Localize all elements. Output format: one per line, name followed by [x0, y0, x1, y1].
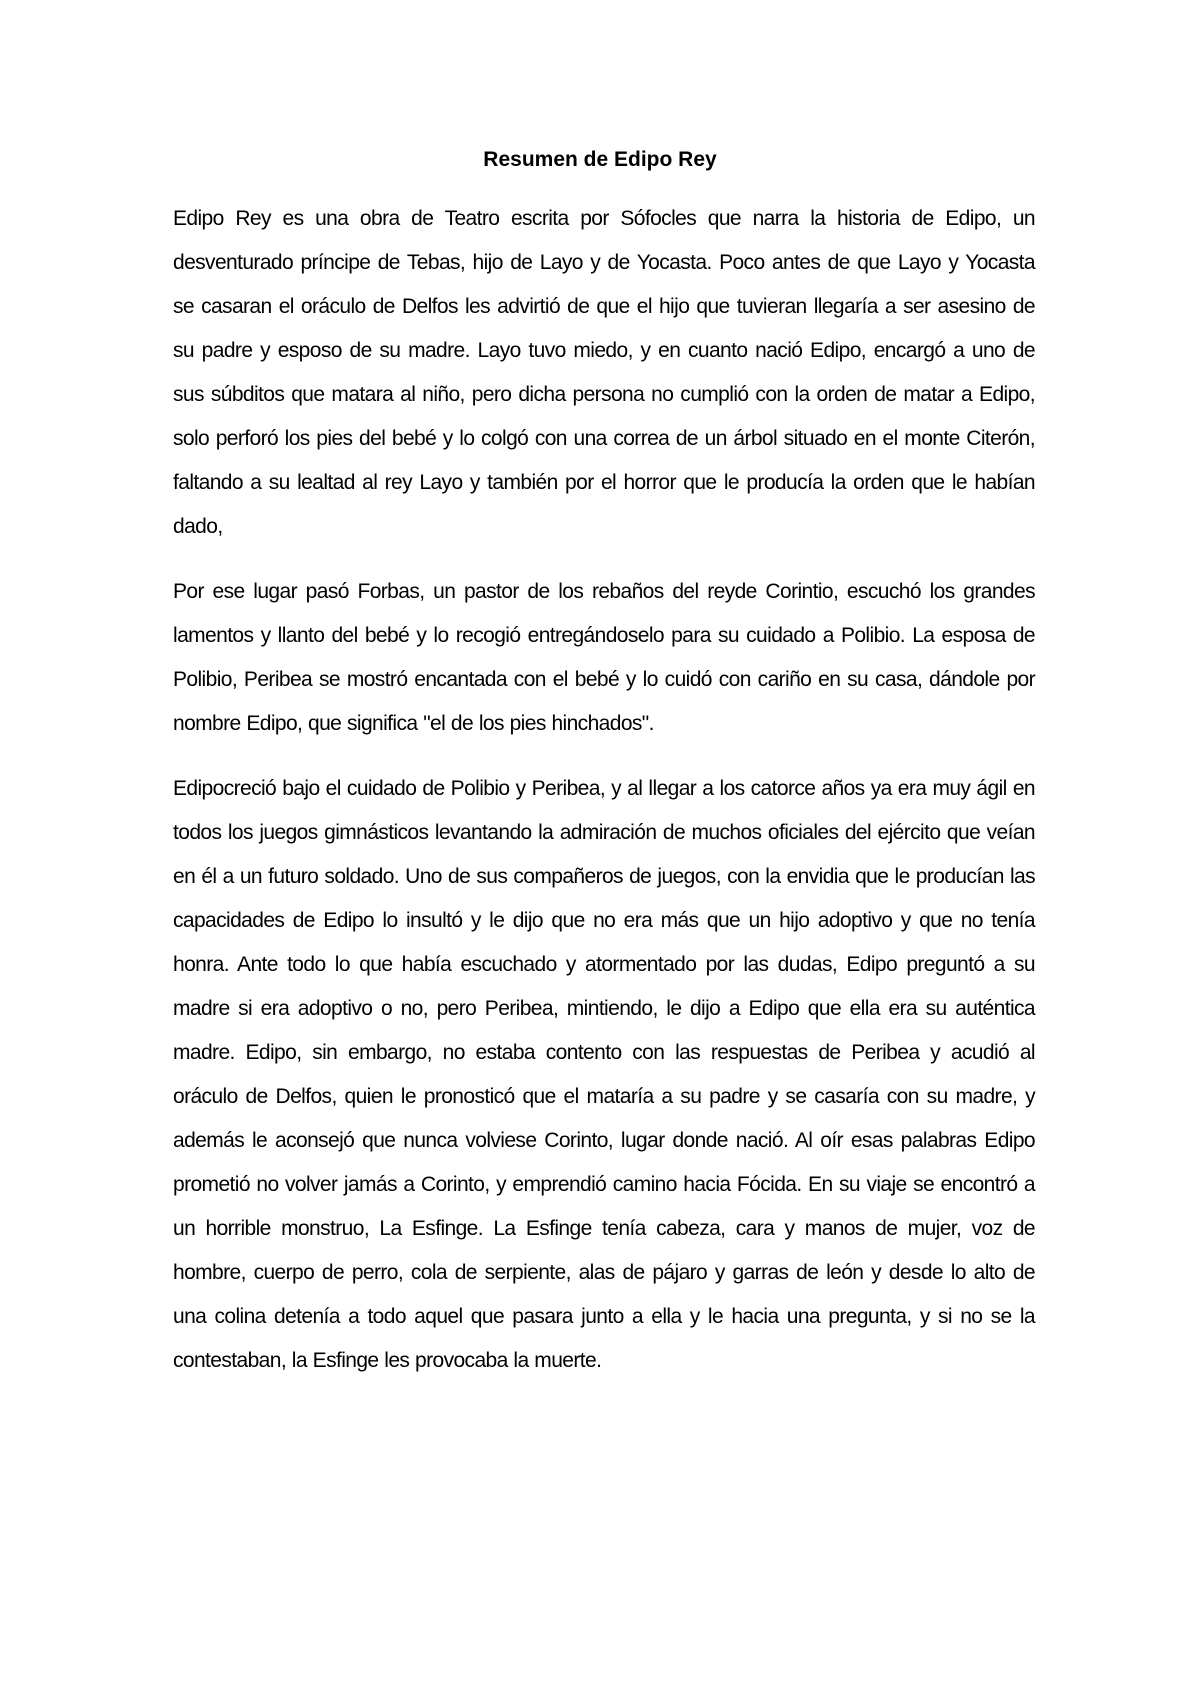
paragraph-3: Edipocreció bajo el cuidado de Polibio y Peribea, y al llegar a los catorce años ya era muy ágil en todos los juegos gimnásticos levantando la admiración de muchos oficiales del ejército que veían en él a un futuro soldado. Uno de sus compañeros de juegos, con la envidia que le producían las capacidades de Edipo lo insultó y le dijo que no era más que un hijo adoptivo y que no tenía honra. Ante todo lo que había escuchado y atormentado por las dudas, Edipo preguntó a su madre si era adoptivo o no, pero Peribea, mintiendo, le dijo a Edipo que ella era su auténtica madre. Edipo, sin embargo, no estaba contento con las respuestas de Peribea y acudió al oráculo de Delfos, quien le pronosticó que el mataría a su padre y se casaría con su madre, y además le aconsejó que nunca volviese Corinto, lugar donde nació. Al oír esas palabras Edipo prometió no volver jamás a Corinto, y emprendió camino hacia Fócida. En su viaje se encontró a un horrible monstruo, La Esfinge. La Esfinge tenía cabeza, cara y manos de mujer, voz de hombre, cuerpo de perro, cola de serpiente, alas de pájaro y garras de león y desde lo alto de una colina detenía a todo aquel que pasara junto a ella y le hacia una pregunta, y si no se la contestaban, la Esfinge les provocaba la muerte.: [173, 777, 1035, 1372]
paragraph-2: Por ese lugar pasó Forbas, un pastor de los rebaños del reyde Corintio, escuchó los grandes lamentos y llanto del bebé y lo recogió entregándoselo para su cuidado a Polibio. La esposa de Polibio, Peribea se mostró encantada con el bebé y lo cuidó con cariño en su casa, dándole por nombre Edipo, que significa "el de los pies hinchados".: [173, 580, 1035, 735]
document-body: [173, 197, 1035, 1404]
page-title: Resumen de Edipo Rey: [483, 148, 717, 171]
paragraph-1: Edipo Rey es una obra de Teatro escrita por Sófocles que narra la historia de Edipo, un desventurado príncipe de Tebas, hijo de Layo y de Yocasta. Poco antes de que Layo y Yocasta se casaran el oráculo de Delfos les advirtió de que el hijo que tuvieran llegaría a ser asesino de su padre y esposo de su madre. Layo tuvo miedo, y en cuanto nació Edipo, encargó a uno de sus súbditos que matara al niño, pero dicha persona no cumplió con la orden de matar a Edipo, solo perforó los pies del bebé y lo colgó con una correa de un árbol situado en el monte Citerón, faltando a su lealtad al rey Layo y también por el horror que le producía la orden que le habían dado,: [173, 207, 1035, 538]
